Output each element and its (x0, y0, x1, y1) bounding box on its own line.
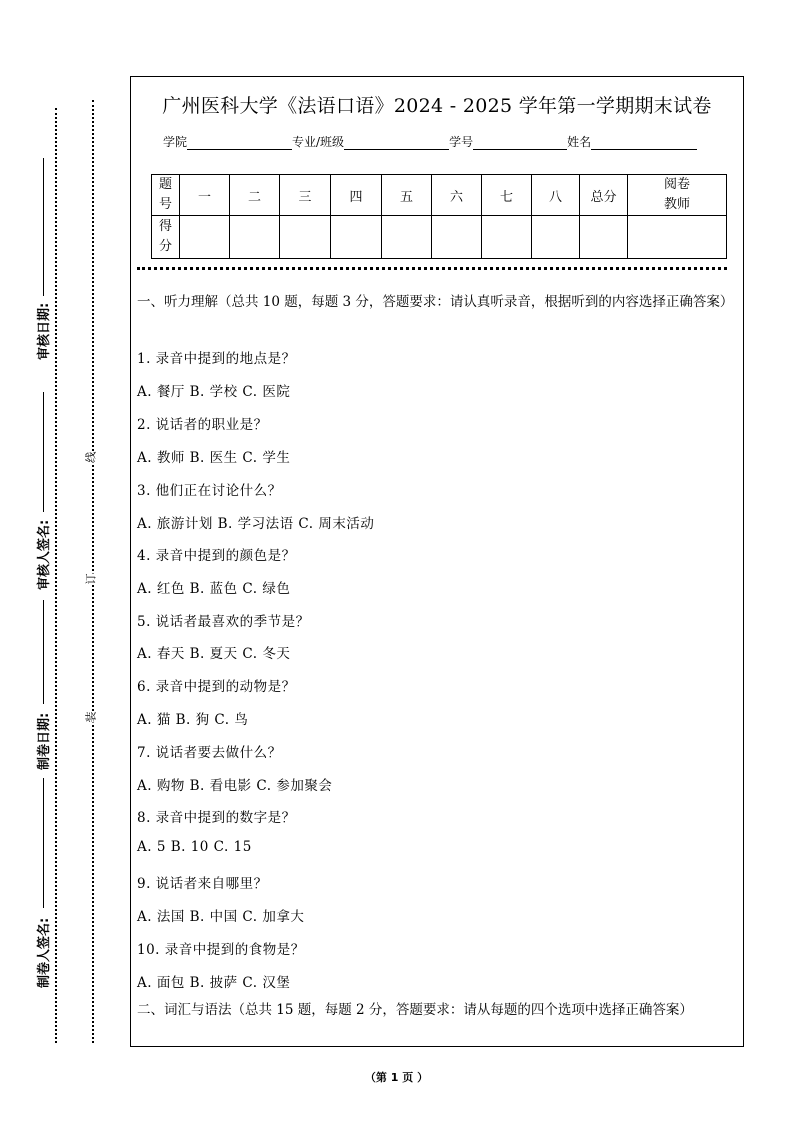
major-class-blank[interactable] (344, 137, 449, 150)
col-7: 七 (482, 175, 532, 216)
question-3-options: A. 旅游计划 B. 学习法语 C. 周末活动 (137, 516, 375, 532)
exam-paper-frame (130, 76, 744, 1047)
reviewer-head: 阅卷 教师 (628, 175, 727, 216)
score-cell-reviewer[interactable] (628, 216, 727, 259)
review-date-label: 审核日期: (37, 302, 52, 360)
college-label: 学院 (163, 135, 188, 149)
score-table-header-row (152, 175, 727, 216)
question-9: 9. 说话者来自哪里？ (137, 876, 268, 892)
col-3: 三 (280, 175, 331, 216)
name-blank[interactable] (591, 137, 697, 150)
student-info-row (163, 133, 697, 150)
question-7: 7. 说话者要去做什么？ (137, 745, 282, 761)
college-blank[interactable] (187, 137, 292, 150)
col-6: 六 (432, 175, 482, 216)
score-cell-6[interactable] (432, 216, 482, 259)
question-6: 6. 录音中提到的动物是？ (137, 679, 296, 695)
score-cell-3[interactable] (280, 216, 331, 259)
paper-maker-signature-line (43, 778, 44, 908)
reviewer-signature-line (43, 392, 44, 512)
section-1-heading: 一、听力理解（总共 10 题，每题 3 分，答题要求：请认真听录音，根据听到的内容选择正确答案） (137, 294, 734, 310)
inner-dotted-line (55, 108, 57, 1043)
bind-char-bind: 装 (83, 712, 101, 723)
score-cell-1[interactable] (180, 216, 230, 259)
question-5: 5. 说话者最喜欢的季节是？ (137, 614, 310, 630)
score-head: 得 分 (152, 216, 180, 259)
review-date-line (43, 158, 44, 296)
col-2: 二 (230, 175, 280, 216)
col-8: 八 (532, 175, 580, 216)
question-4: 4. 录音中提到的颜色是？ (137, 548, 296, 564)
col-total: 总分 (580, 175, 628, 216)
question-3: 3. 他们正在讨论什么？ (137, 483, 282, 499)
question-number-head: 题 号 (152, 175, 180, 216)
paper-maker-signature-label: 制卷人签名: (37, 917, 52, 988)
question-9-options: A. 法国 B. 中国 C. 加拿大 (137, 909, 305, 925)
question-10: 10. 录音中提到的食物是？ (137, 942, 305, 958)
question-10-options: A. 面包 B. 披萨 C. 汉堡 (137, 975, 291, 991)
score-cell-5[interactable] (382, 216, 432, 259)
score-cell-total[interactable] (580, 216, 628, 259)
question-8-options: A. 5 B. 10 C. 15 (137, 839, 252, 855)
page-title: 广州医科大学《法语口语》2024 - 2025 学年第一学期期末试卷 (162, 95, 712, 117)
score-table (151, 174, 727, 259)
major-class-label: 专业/班级 (292, 135, 345, 149)
name-label: 姓名 (567, 135, 592, 149)
question-2: 2. 说话者的职业是？ (137, 417, 268, 433)
question-1-options: A. 餐厅 B. 学校 C. 医院 (137, 384, 291, 400)
paper-date-label: 制卷日期: (37, 712, 52, 770)
score-cell-2[interactable] (230, 216, 280, 259)
page-footer: （第 1 页 ） (364, 1071, 429, 1084)
bind-char-line: 线 (83, 452, 101, 463)
section-2-heading: 二、词汇与语法（总共 15 题，每题 2 分，答题要求：请从每题的四个选项中选择正确答案） (137, 1002, 693, 1018)
score-cell-8[interactable] (532, 216, 580, 259)
col-4: 四 (331, 175, 382, 216)
question-7-options: A. 购物 B. 看电影 C. 参加聚会 (137, 778, 333, 794)
question-5-options: A. 春天 B. 夏天 C. 冬天 (137, 646, 291, 662)
score-cell-7[interactable] (482, 216, 532, 259)
score-cell-4[interactable] (331, 216, 382, 259)
question-2-options: A. 教师 B. 医生 C. 学生 (137, 450, 291, 466)
student-id-label: 学号 (449, 135, 474, 149)
header-separator (137, 267, 727, 270)
reviewer-signature-label: 审核人签名: (37, 519, 52, 590)
paper-date-line (43, 600, 44, 704)
bind-char-staple: 订 (83, 574, 101, 585)
binding-dotted-line (92, 100, 94, 1043)
student-id-blank[interactable] (473, 137, 567, 150)
question-1: 1. 录音中提到的地点是？ (137, 351, 296, 367)
question-6-options: A. 猫 B. 狗 C. 鸟 (137, 712, 249, 728)
question-4-options: A. 红色 B. 蓝色 C. 绿色 (137, 581, 291, 597)
question-8: 8. 录音中提到的数字是？ (137, 810, 296, 826)
col-5: 五 (382, 175, 432, 216)
col-1: 一 (180, 175, 230, 216)
score-table-score-row (152, 216, 727, 259)
